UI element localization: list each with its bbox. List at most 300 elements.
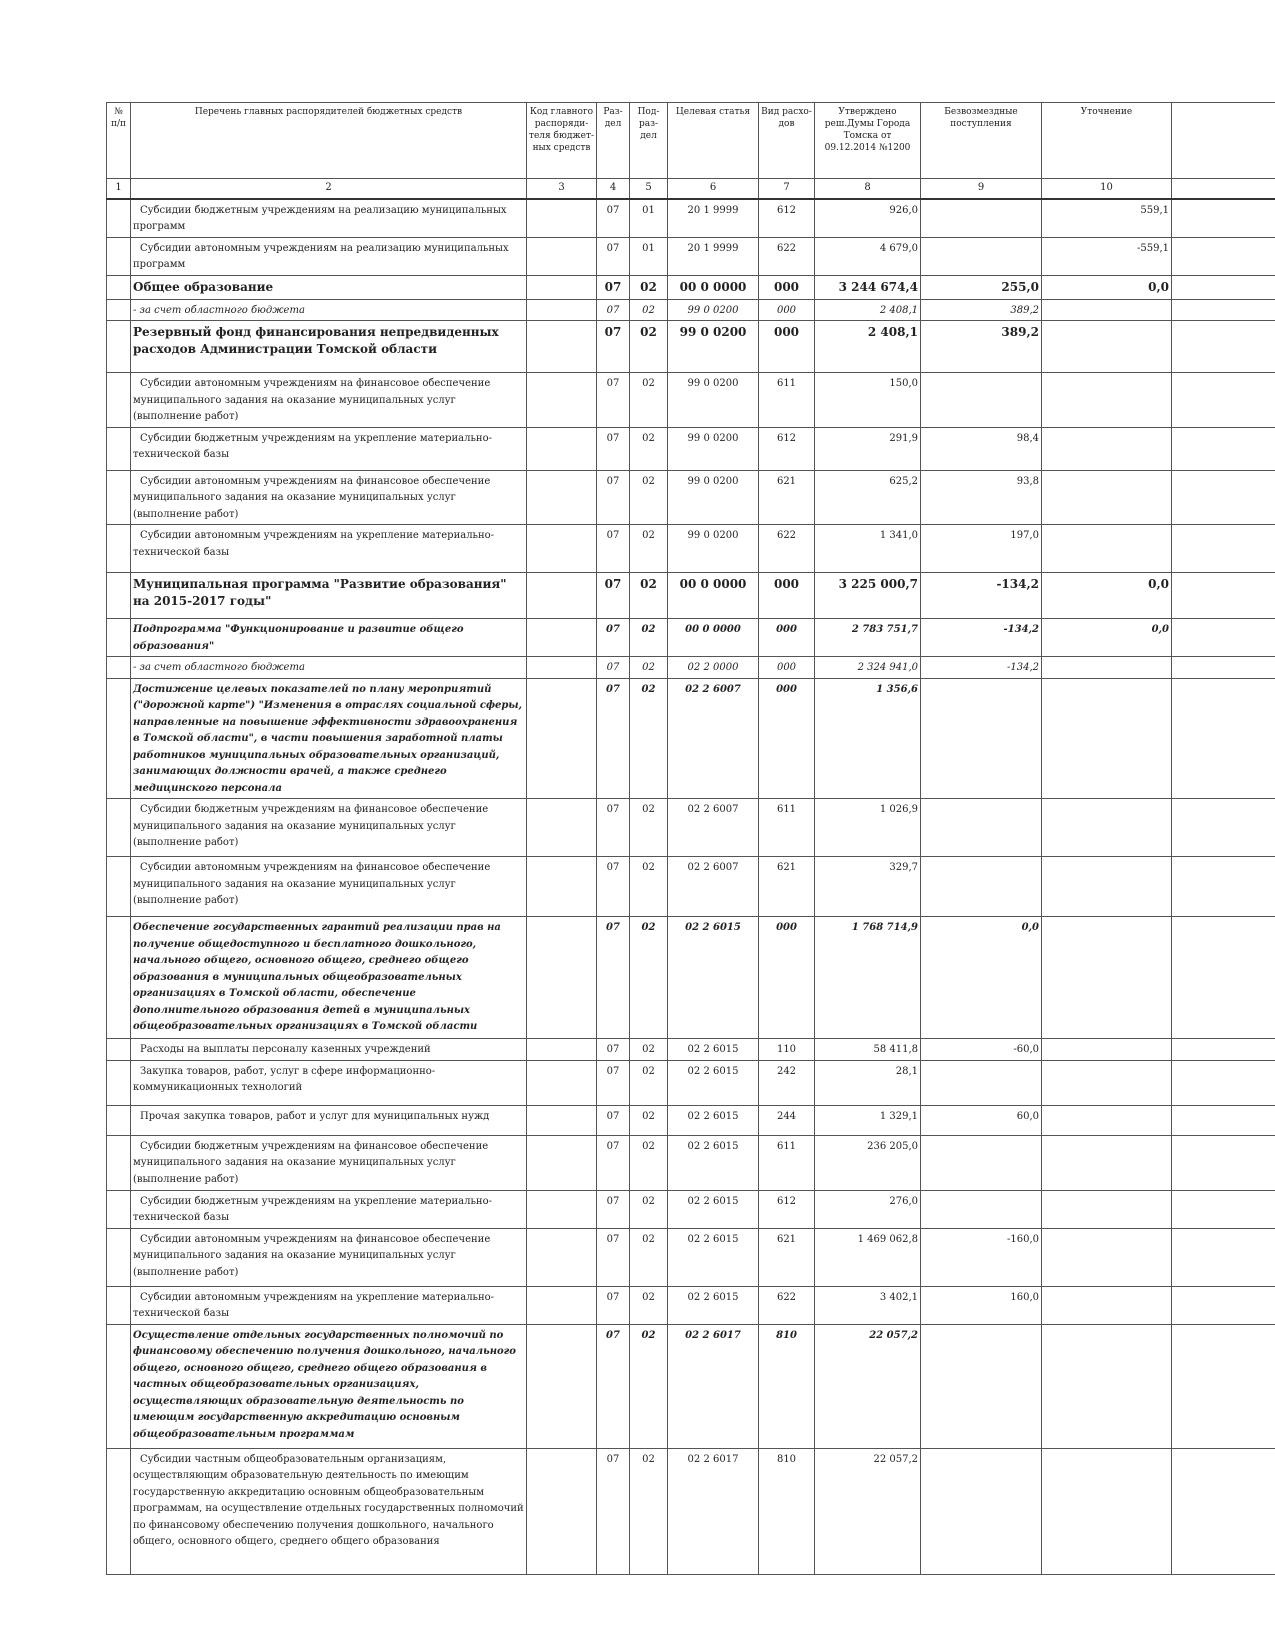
row-podrazdel-cell: 02 [630,678,668,799]
row-bezvozm-cell [921,373,1042,428]
row-celevaya-cell: 02 2 6015 [668,1228,759,1286]
budget-table-page [106,102,1275,1575]
row-name-cell: Обеспечение государственных гарантий реализации прав на получение общедоступного и бесплатного дошкольного, начального общего, основного общего, среднего общего образования в муниципальных общеобразовательных организациях в Томской области, обеспечение дополнительного образования детей в муниципальных общеобразовательных организациях в Томской области [131,917,527,1039]
row-code-cell [527,619,597,657]
row-name-cell: Субсидии бюджетным учреждениям на реализацию муниципальных программ [131,199,527,238]
column-number: 6 [668,179,759,199]
row-bezvozm-cell: 389,2 [921,299,1042,321]
row-podrazdel-cell: 02 [630,657,668,679]
row-bezvozm-cell [921,678,1042,799]
row-celevaya-cell: 20 1 9999 [668,237,759,275]
row-vid-cell: 000 [759,299,815,321]
table-row [107,275,1275,299]
row-approved-cell: 276,0 [815,1190,921,1228]
row-num-cell [107,199,131,238]
row-name-cell: Субсидии бюджетным учреждениям на укрепление материально-технической базы [131,1190,527,1228]
column-number-row [107,179,1275,199]
row-celevaya-cell: 02 2 6015 [668,1039,759,1061]
row-name-cell: - за счет областного бюджета [131,299,527,321]
row-vid-cell: 621 [759,1228,815,1286]
row-utochn-cell [1042,678,1172,799]
row-razdel-cell: 07 [597,299,630,321]
row-bezvozm-cell [921,857,1042,917]
row-code-cell [527,525,597,573]
row-extra-cell [1172,1135,1275,1190]
row-celevaya-cell: 00 0 0000 [668,573,759,619]
row-podrazdel-cell: 02 [630,917,668,1039]
row-name-cell: Субсидии бюджетным учреждениям на финансовое обеспечение муниципального задания на оказание муниципальных услуг (выполнение работ) [131,1135,527,1190]
row-bezvozm-cell: 60,0 [921,1105,1042,1135]
row-approved-cell: 1 469 062,8 [815,1228,921,1286]
row-num-cell [107,275,131,299]
row-razdel-cell: 07 [597,1060,630,1105]
row-name-cell: Субсидии частным общеобразовательным организациям, осуществляющим образовательную деятельность по имеющим государственную аккредитацию основным общеобразовательным программам, на осуществление отдельных государственных полномочий по финансовому обеспечению получения дошкольного, начального общего, основного общего, среднего общего образования [131,1448,527,1574]
row-vid-cell: 000 [759,321,815,373]
row-extra-cell [1172,525,1275,573]
table-row [107,1228,1275,1286]
table-row [107,299,1275,321]
row-utochn-cell [1042,657,1172,679]
column-number: 10 [1042,179,1172,199]
row-vid-cell: 622 [759,237,815,275]
header-cell: Вид расхо-дов [759,103,815,179]
row-code-cell [527,573,597,619]
row-vid-cell: 000 [759,573,815,619]
table-row [107,1286,1275,1324]
row-name-cell: Субсидии автономным учреждениям на финансовое обеспечение муниципального задания на оказание муниципальных услуг (выполнение работ) [131,1228,527,1286]
row-name-cell: Достижение целевых показателей по плану мероприятий ("дорожной карте") "Изменения в отраслях социальной сферы, направленные на повышение эффективности здравоохранения в Томской области", в части повышения заработной платы работников муниципальных образовательных организаций, занимающих должности врачей, а также среднего медицинского персонала [131,678,527,799]
row-approved-cell: 2 783 751,7 [815,619,921,657]
column-number: 3 [527,179,597,199]
row-code-cell [527,237,597,275]
row-utochn-cell [1042,1060,1172,1105]
row-num-cell [107,657,131,679]
row-extra-cell [1172,373,1275,428]
row-approved-cell: 150,0 [815,373,921,428]
row-approved-cell: 329,7 [815,857,921,917]
row-code-cell [527,373,597,428]
row-name-cell: Субсидии бюджетным учреждениям на укрепление материально-технической базы [131,427,527,470]
row-razdel-cell: 07 [597,657,630,679]
header-cell: Безвозмездные поступления [921,103,1042,179]
row-approved-cell: 1 329,1 [815,1105,921,1135]
row-razdel-cell: 07 [597,321,630,373]
row-extra-cell [1172,321,1275,373]
row-razdel-cell: 07 [597,1228,630,1286]
table-row [107,857,1275,917]
header-cell: Под-раз-дел [630,103,668,179]
row-extra-cell [1172,678,1275,799]
row-bezvozm-cell: 93,8 [921,470,1042,525]
row-razdel-cell: 07 [597,1190,630,1228]
row-vid-cell: 000 [759,657,815,679]
row-approved-cell: 1 356,6 [815,678,921,799]
row-vid-cell: 000 [759,917,815,1039]
row-extra-cell [1172,1039,1275,1061]
row-podrazdel-cell: 02 [630,1286,668,1324]
row-approved-cell: 2 324 941,0 [815,657,921,679]
row-podrazdel-cell: 02 [630,1039,668,1061]
row-name-cell: Субсидии автономным учреждениям на финансовое обеспечение муниципального задания на оказание муниципальных услуг (выполнение работ) [131,373,527,428]
column-number: 8 [815,179,921,199]
table-row [107,237,1275,275]
row-bezvozm-cell: 0,0 [921,917,1042,1039]
table-row [107,657,1275,679]
row-name-cell: Подпрограмма "Функционирование и развитие общего образования" [131,619,527,657]
header-cell: Перечень главных распорядителей бюджетных средств [131,103,527,179]
row-extra-cell [1172,1228,1275,1286]
row-razdel-cell: 07 [597,1286,630,1324]
header-row [107,103,1275,179]
row-celevaya-cell: 02 2 6007 [668,799,759,857]
row-bezvozm-cell [921,1190,1042,1228]
row-utochn-cell [1042,1286,1172,1324]
row-code-cell [527,857,597,917]
row-approved-cell: 22 057,2 [815,1324,921,1448]
row-razdel-cell: 07 [597,373,630,428]
table-row [107,373,1275,428]
row-bezvozm-cell: -60,0 [921,1039,1042,1061]
column-number: 2 [131,179,527,199]
row-name-cell: Субсидии автономным учреждениям на укрепление материально-технической базы [131,525,527,573]
row-razdel-cell: 07 [597,678,630,799]
row-extra-cell [1172,1324,1275,1448]
row-celevaya-cell: 02 2 6015 [668,1135,759,1190]
row-utochn-cell [1042,1448,1172,1574]
row-vid-cell: 242 [759,1060,815,1105]
row-celevaya-cell: 02 2 6015 [668,1060,759,1105]
row-name-cell: Субсидии автономным учреждениям на реализацию муниципальных программ [131,237,527,275]
row-approved-cell: 1 341,0 [815,525,921,573]
row-extra-cell [1172,1286,1275,1324]
row-extra-cell [1172,619,1275,657]
row-code-cell [527,199,597,238]
row-name-cell: Прочая закупка товаров, работ и услуг для муниципальных нужд [131,1105,527,1135]
row-vid-cell: 810 [759,1448,815,1574]
row-celevaya-cell: 00 0 0000 [668,275,759,299]
row-approved-cell: 926,0 [815,199,921,238]
row-name-cell: Резервный фонд финансирования непредвиденных расходов Администрации Томской области [131,321,527,373]
row-vid-cell: 621 [759,470,815,525]
row-bezvozm-cell [921,1448,1042,1574]
table-row [107,1105,1275,1135]
table-row [107,1060,1275,1105]
row-utochn-cell [1042,1324,1172,1448]
row-podrazdel-cell: 02 [630,1105,668,1135]
row-podrazdel-cell: 02 [630,857,668,917]
row-utochn-cell [1042,299,1172,321]
row-celevaya-cell: 02 2 6017 [668,1448,759,1574]
row-vid-cell: 612 [759,199,815,238]
row-razdel-cell: 07 [597,917,630,1039]
row-razdel-cell: 07 [597,237,630,275]
row-utochn-cell [1042,321,1172,373]
row-approved-cell: 625,2 [815,470,921,525]
row-num-cell [107,1448,131,1574]
row-bezvozm-cell: -134,2 [921,657,1042,679]
row-code-cell [527,678,597,799]
row-code-cell [527,427,597,470]
row-razdel-cell: 07 [597,799,630,857]
row-razdel-cell: 07 [597,525,630,573]
row-utochn-cell [1042,917,1172,1039]
row-code-cell [527,1190,597,1228]
row-razdel-cell: 07 [597,1135,630,1190]
table-row [107,678,1275,799]
row-celevaya-cell: 02 2 6007 [668,678,759,799]
row-celevaya-cell: 02 2 0000 [668,657,759,679]
row-podrazdel-cell: 02 [630,1228,668,1286]
table-row [107,525,1275,573]
row-num-cell [107,427,131,470]
row-razdel-cell: 07 [597,857,630,917]
row-num-cell [107,1190,131,1228]
table-row [107,1039,1275,1061]
row-approved-cell: 3 402,1 [815,1286,921,1324]
row-podrazdel-cell: 02 [630,799,668,857]
table-row [107,917,1275,1039]
row-num-cell [107,1105,131,1135]
row-celevaya-cell: 99 0 0200 [668,470,759,525]
row-num-cell [107,237,131,275]
row-extra-cell [1172,857,1275,917]
column-number: 7 [759,179,815,199]
row-code-cell [527,917,597,1039]
row-celevaya-cell: 99 0 0200 [668,299,759,321]
row-approved-cell: 291,9 [815,427,921,470]
row-approved-cell: 2 408,1 [815,299,921,321]
row-celevaya-cell: 00 0 0000 [668,619,759,657]
table-row [107,199,1275,238]
row-num-cell [107,299,131,321]
table-row [107,1135,1275,1190]
row-bezvozm-cell: 98,4 [921,427,1042,470]
table-row [107,1324,1275,1448]
header-cell: Код главного распоряди-теля бюджет-ных средств [527,103,597,179]
header-cell: № п/п [107,103,131,179]
row-vid-cell: 244 [759,1105,815,1135]
row-bezvozm-cell: 389,2 [921,321,1042,373]
row-utochn-cell [1042,525,1172,573]
header-cell: Целевая статья [668,103,759,179]
row-code-cell [527,1135,597,1190]
row-podrazdel-cell: 02 [630,1324,668,1448]
budget-table [106,102,1275,1575]
row-bezvozm-cell [921,237,1042,275]
column-number [1172,179,1275,199]
row-name-cell: Субсидии автономным учреждениям на финансовое обеспечение муниципального задания на оказание муниципальных услуг (выполнение работ) [131,857,527,917]
row-code-cell [527,1039,597,1061]
row-vid-cell: 000 [759,619,815,657]
table-row [107,799,1275,857]
row-razdel-cell: 07 [597,1105,630,1135]
row-code-cell [527,1105,597,1135]
row-podrazdel-cell: 02 [630,470,668,525]
header-cell: Утверждено реш.Думы Города Томска от 09.12.2014 №1200 [815,103,921,179]
row-podrazdel-cell: 02 [630,299,668,321]
row-extra-cell [1172,237,1275,275]
row-vid-cell: 622 [759,1286,815,1324]
table-row [107,619,1275,657]
row-vid-cell: 611 [759,799,815,857]
row-code-cell [527,657,597,679]
row-num-cell [107,917,131,1039]
row-approved-cell: 3 225 000,7 [815,573,921,619]
row-vid-cell: 622 [759,525,815,573]
table-row [107,470,1275,525]
row-celevaya-cell: 02 2 6015 [668,1105,759,1135]
row-extra-cell [1172,1105,1275,1135]
row-extra-cell [1172,657,1275,679]
row-utochn-cell [1042,1228,1172,1286]
row-name-cell: Муниципальная программа "Развитие образования" на 2015-2017 годы" [131,573,527,619]
row-utochn-cell: 0,0 [1042,275,1172,299]
table-row [107,321,1275,373]
row-code-cell [527,1286,597,1324]
row-razdel-cell: 07 [597,1039,630,1061]
header-cell [1172,103,1275,179]
row-utochn-cell: 559,1 [1042,199,1172,238]
row-utochn-cell [1042,470,1172,525]
row-num-cell [107,321,131,373]
row-extra-cell [1172,799,1275,857]
row-podrazdel-cell: 02 [630,1448,668,1574]
row-num-cell [107,799,131,857]
row-bezvozm-cell: -134,2 [921,619,1042,657]
row-podrazdel-cell: 02 [630,573,668,619]
row-podrazdel-cell: 02 [630,427,668,470]
row-utochn-cell [1042,1105,1172,1135]
row-celevaya-cell: 02 2 6015 [668,1190,759,1228]
row-name-cell: Субсидии автономным учреждениям на финансовое обеспечение муниципального задания на оказание муниципальных услуг (выполнение работ) [131,470,527,525]
row-razdel-cell: 07 [597,619,630,657]
row-bezvozm-cell [921,199,1042,238]
row-code-cell [527,1060,597,1105]
row-code-cell [527,1324,597,1448]
row-vid-cell: 000 [759,678,815,799]
column-number: 5 [630,179,668,199]
row-approved-cell: 3 244 674,4 [815,275,921,299]
row-celevaya-cell: 20 1 9999 [668,199,759,238]
row-num-cell [107,1039,131,1061]
row-code-cell [527,1448,597,1574]
header-cell: Раз-дел [597,103,630,179]
row-podrazdel-cell: 01 [630,199,668,238]
row-extra-cell [1172,1448,1275,1574]
row-code-cell [527,275,597,299]
row-num-cell [107,373,131,428]
row-celevaya-cell: 99 0 0200 [668,321,759,373]
row-vid-cell: 611 [759,1135,815,1190]
row-num-cell [107,1228,131,1286]
row-extra-cell [1172,1190,1275,1228]
column-number: 9 [921,179,1042,199]
row-celevaya-cell: 02 2 6007 [668,857,759,917]
row-approved-cell: 1 026,9 [815,799,921,857]
row-approved-cell: 1 768 714,9 [815,917,921,1039]
column-number: 1 [107,179,131,199]
row-razdel-cell: 07 [597,427,630,470]
row-approved-cell: 236 205,0 [815,1135,921,1190]
row-podrazdel-cell: 02 [630,321,668,373]
row-extra-cell [1172,427,1275,470]
row-celevaya-cell: 02 2 6017 [668,1324,759,1448]
row-podrazdel-cell: 02 [630,1135,668,1190]
row-bezvozm-cell [921,1324,1042,1448]
row-approved-cell: 58 411,8 [815,1039,921,1061]
row-utochn-cell [1042,799,1172,857]
row-name-cell: Осуществление отдельных государственных полномочий по финансовому обеспечению получения дошкольного, начального общего, основного общего, среднего общего образования в частных общеобразовательных организациях, осуществляющих образовательную деятельность по имеющим государственную аккредитацию основным общеобразовательным программам [131,1324,527,1448]
row-extra-cell [1172,299,1275,321]
row-num-cell [107,619,131,657]
row-vid-cell: 110 [759,1039,815,1061]
row-podrazdel-cell: 01 [630,237,668,275]
row-utochn-cell: 0,0 [1042,619,1172,657]
row-num-cell [107,857,131,917]
row-extra-cell [1172,275,1275,299]
row-bezvozm-cell: -134,2 [921,573,1042,619]
row-celevaya-cell: 99 0 0200 [668,525,759,573]
row-vid-cell: 612 [759,1190,815,1228]
row-vid-cell: 621 [759,857,815,917]
row-utochn-cell [1042,1190,1172,1228]
header-cell: Уточнение [1042,103,1172,179]
row-code-cell [527,1228,597,1286]
row-bezvozm-cell: -160,0 [921,1228,1042,1286]
row-vid-cell: 612 [759,427,815,470]
row-celevaya-cell: 99 0 0200 [668,373,759,428]
row-razdel-cell: 07 [597,275,630,299]
row-num-cell [107,525,131,573]
column-number: 4 [597,179,630,199]
row-razdel-cell: 07 [597,1324,630,1448]
row-celevaya-cell: 02 2 6015 [668,917,759,1039]
row-utochn-cell [1042,857,1172,917]
row-podrazdel-cell: 02 [630,373,668,428]
row-approved-cell: 28,1 [815,1060,921,1105]
row-code-cell [527,799,597,857]
table-row [107,1448,1275,1574]
row-code-cell [527,321,597,373]
row-bezvozm-cell: 197,0 [921,525,1042,573]
row-celevaya-cell: 02 2 6015 [668,1286,759,1324]
row-bezvozm-cell: 255,0 [921,275,1042,299]
row-code-cell [527,470,597,525]
table-row [107,1190,1275,1228]
row-name-cell: Общее образование [131,275,527,299]
row-num-cell [107,470,131,525]
row-utochn-cell: 0,0 [1042,573,1172,619]
table-row [107,427,1275,470]
table-row [107,573,1275,619]
row-bezvozm-cell [921,799,1042,857]
row-podrazdel-cell: 02 [630,1190,668,1228]
row-extra-cell [1172,573,1275,619]
row-vid-cell: 000 [759,275,815,299]
row-utochn-cell: -559,1 [1042,237,1172,275]
row-razdel-cell: 07 [597,470,630,525]
row-extra-cell [1172,199,1275,238]
row-vid-cell: 810 [759,1324,815,1448]
row-razdel-cell: 07 [597,1448,630,1574]
row-razdel-cell: 07 [597,199,630,238]
row-podrazdel-cell: 02 [630,619,668,657]
row-utochn-cell [1042,427,1172,470]
row-approved-cell: 4 679,0 [815,237,921,275]
row-extra-cell [1172,1060,1275,1105]
row-num-cell [107,1286,131,1324]
row-podrazdel-cell: 02 [630,1060,668,1105]
